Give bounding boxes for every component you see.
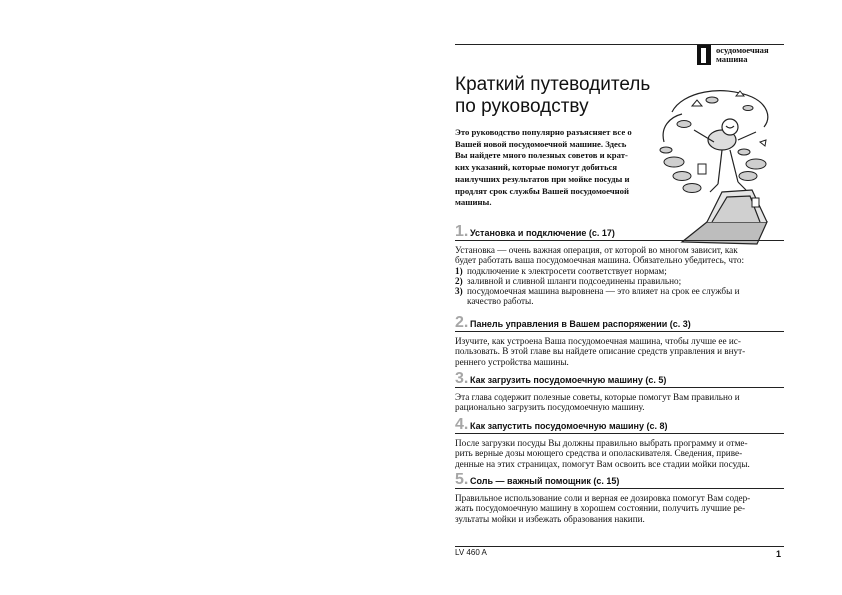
body-line: реннего устройства машины.: [455, 356, 569, 367]
intro-line: продлят срок службы Вашей посудомоечной: [455, 185, 629, 196]
brand-line-1: осудомоечная: [716, 45, 769, 55]
intro-line: Это руководство популярно разъясняет все о: [455, 127, 632, 137]
section-number: 3.: [455, 370, 469, 387]
list-item-number: 3): [455, 286, 463, 297]
intro-line: Вы найдете много полезных советов и крат-: [455, 150, 628, 161]
section-3: [455, 372, 784, 413]
title-line-2: по руководству: [455, 96, 589, 117]
section-number: 2.: [455, 314, 469, 331]
body-line: пользовать. В этой главе вы найдете описание средств управления и внут-: [455, 346, 746, 357]
list-item-number: 2): [455, 275, 463, 286]
section-title: Установка и подключение (с. 17): [470, 228, 615, 238]
list-item: [455, 276, 784, 286]
list-item-text: посудомоечная машина выровнена — это влияет на срок ее службы и: [467, 286, 740, 297]
section-rule: [455, 331, 784, 332]
section-1: [455, 225, 784, 307]
section-title: Соль — важный помощник (с. 15): [470, 476, 620, 486]
section-body: [455, 493, 784, 524]
section-header: [455, 372, 784, 389]
intro-paragraph: [455, 127, 659, 209]
body-line: Установка — очень важная операция, от которой во многом зависит, как: [455, 245, 738, 255]
body-line: Изучите, как устроена Ваша посудомоечная машина, чтобы лучше ее ис-: [455, 336, 741, 346]
section-rule: [455, 433, 784, 434]
body-line: будет работать ваша посудомоечная машина. Обязательно убедитесь, что:: [455, 255, 745, 266]
section-title: Как загрузить посудомоечную машину (с. 5): [470, 375, 667, 385]
section-body: [455, 245, 784, 307]
list-item: [455, 286, 784, 307]
page-title: [455, 74, 665, 118]
section-4: [455, 418, 784, 469]
section-number: 1.: [455, 223, 469, 240]
body-line: Эта глава содержит полезные советы, которые помогут Вам правильно и: [455, 392, 740, 402]
footer-rule: [455, 546, 784, 547]
section-rule: [455, 387, 784, 388]
page-number: 1: [776, 549, 782, 559]
body-line: зультаты мойки и избежать образования накипи.: [455, 513, 645, 524]
body-line: После загрузки посуды Вы должны правильно выбрать программу и отме-: [455, 438, 748, 448]
section-number: 5.: [455, 471, 469, 488]
list-item-number: 1): [455, 265, 463, 276]
title-line-1: Краткий путеводитель: [455, 74, 651, 95]
list-item: [455, 266, 784, 276]
section-rule: [455, 488, 784, 489]
section-5: [455, 473, 784, 524]
intro-line: Вашей новой посудомоечной машине. Здесь: [455, 138, 627, 149]
section-rule: [455, 240, 784, 241]
list-item-text: качество работы.: [467, 296, 534, 307]
body-line: денные на этих страницах, помогут Вам освоить все стадии мойки посуды.: [455, 458, 750, 469]
body-line: рационально загрузить посудомоечную машину.: [455, 402, 645, 413]
brand-line-2: машина: [716, 54, 748, 64]
section-header: [455, 316, 784, 333]
list-item-text: заливной и сливной шланги подсоединены правильно;: [467, 275, 682, 286]
section-2: [455, 316, 784, 367]
section-number: 4.: [455, 416, 469, 433]
section-header: [455, 225, 784, 242]
section-body: [455, 336, 784, 367]
footer-model-label: LV 460 A: [455, 548, 487, 557]
brand-label: [716, 46, 796, 64]
section-header: [455, 473, 784, 490]
section-title: Панель управления в Вашем распоряжении (с. 3): [470, 319, 691, 329]
body-line: жать посудомоечную машину в хорошем состоянии, получить лучшие ре-: [455, 503, 746, 514]
dishwasher-cartoon-illustration: [652, 72, 782, 250]
section-body: [455, 438, 784, 469]
section-title: Как запустить посудомоечную машину (с. 8): [470, 421, 668, 431]
body-line: Правильное использование соли и верная ее дозировка помогут Вам содер-: [455, 493, 751, 503]
intro-line: машины.: [455, 197, 492, 208]
section-body: [455, 392, 784, 413]
list-item-text: подключение к электросети соответствует нормам;: [467, 265, 667, 276]
body-line: рить верные дозы моющего средства и ополаскивателя. Сведения, приве-: [455, 448, 743, 459]
intro-line: ких указаний, которые помогут добиться: [455, 162, 618, 173]
section-header: [455, 418, 784, 435]
brand-letter-p-icon: [697, 45, 711, 65]
intro-line: наилучших результатов при мойке посуды и: [455, 173, 630, 184]
